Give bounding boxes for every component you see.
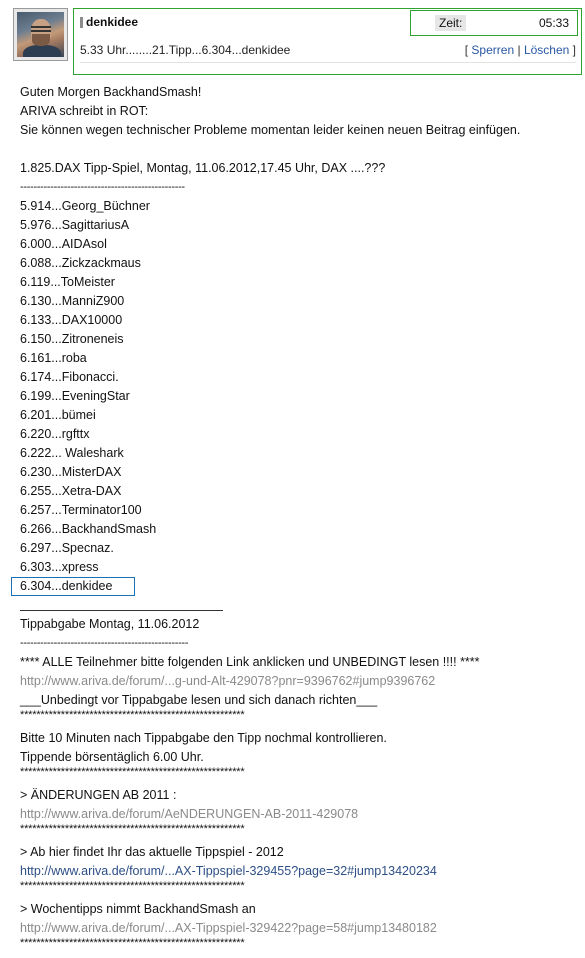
tip-item: 6.150...Zitroneneis — [20, 332, 124, 346]
tip-item: 6.174...Fibonacci. — [20, 370, 119, 384]
loeschen-link[interactable]: Löschen — [523, 43, 570, 57]
greeting: Guten Morgen BackhandSmash! — [20, 85, 202, 99]
aenderungen-heading: > ÄNDERUNGEN AB 2011 : — [20, 788, 177, 802]
tippende-note: Tippende börsentäglich 6.00 Uhr. — [20, 750, 204, 764]
tip-item: 6.130...ManniZ900 — [20, 294, 125, 308]
tip-item: 6.230...MisterDAX — [20, 465, 122, 479]
avatar[interactable] — [13, 8, 68, 61]
author-marker-icon — [80, 17, 83, 28]
author-row — [80, 14, 138, 30]
post-header — [73, 8, 582, 75]
author-name[interactable]: denkidee — [86, 15, 139, 29]
bracket-close: ] — [572, 43, 576, 57]
stars-separator: ******************************************************* — [20, 937, 245, 949]
bracket-open: [ — [464, 43, 469, 57]
forum-link[interactable]: http://www.ariva.de/forum/...g-und-Alt-429078?pnr=9396762#jump9396762 — [20, 674, 436, 688]
avatar-photo — [17, 12, 64, 57]
post-body — [20, 83, 580, 948]
tip-item: 6.257...Terminator100 — [20, 503, 142, 517]
wochentipps-link[interactable]: http://www.ariva.de/forum/...AX-Tippspiel-329422?page=58#jump13480182 — [20, 921, 437, 935]
time-box — [410, 10, 578, 36]
time-value: 05:33 — [538, 16, 569, 30]
post-title-row — [80, 41, 576, 59]
tip-item: 5.976...SagittariusA — [20, 218, 130, 232]
alle-notice: **** ALLE Teilnehmer bitte folgenden Link anklicken und UNBEDINGT lesen !!!! **** — [20, 655, 480, 669]
tip-list — [20, 197, 580, 596]
tip-item: 6.266...BackhandSmash — [20, 522, 157, 536]
ariva-note: ARIVA schreibt in ROT: — [20, 104, 149, 118]
tip-item: 6.222... Waleshark — [20, 446, 124, 460]
tip-item: 5.914...Georg_Büchner — [20, 199, 150, 213]
horizontal-rule — [20, 596, 580, 615]
tip-item: 6.119...ToMeister — [20, 275, 115, 289]
post-actions — [465, 41, 576, 59]
tip-item: 6.000...AIDAsol — [20, 237, 107, 251]
post-title: 5.33 Uhr........21.Tipp...6.304...denkidee — [80, 43, 291, 57]
tip-item: 6.088...Zickzackmaus — [20, 256, 141, 270]
tip-item: 6.255...Xetra-DAX — [20, 484, 122, 498]
dash-separator: -------------------------------------------------- — [20, 637, 189, 649]
tip-item: 6.220...rgfttx — [20, 427, 90, 441]
unbedingt-note: ___Unbedingt vor Tippabgabe lesen und sich danach richten___ — [20, 693, 378, 707]
tip-item: 6.133...DAX10000 — [20, 313, 123, 327]
tip-item: 6.297...Specnaz. — [20, 541, 114, 555]
tip-item-highlighted: 6.304...denkidee — [20, 579, 113, 593]
wochentipps-heading: > Wochentipps nimmt BackhandSmash an — [20, 902, 256, 916]
divider — [80, 62, 576, 63]
tip-item: 6.199...EveningStar — [20, 389, 130, 403]
ab-hier-heading: > Ab hier findet Ihr das aktuelle Tippspiel - 2012 — [20, 845, 284, 859]
game-title: 1.825.DAX Tipp-Spiel, Montag, 11.06.2012,17.45 Uhr, DAX ....??? — [20, 161, 386, 175]
kontroll-note: Bitte 10 Minuten nach Tippabgabe den Tipp nochmal kontrollieren. — [20, 731, 387, 745]
tippabgabe-heading: Tippabgabe Montag, 11.06.2012 — [20, 617, 200, 631]
sperren-link[interactable]: Sperren — [471, 43, 515, 57]
tip-item: 6.201...bümei — [20, 408, 96, 422]
time-label: Zeit: — [435, 15, 466, 31]
action-separator: | — [517, 43, 521, 57]
highlight-box — [11, 577, 135, 596]
stars-separator: ******************************************************* — [20, 880, 245, 892]
stars-separator: ******************************************************* — [20, 709, 245, 721]
tip-item: 6.303...xpress — [20, 560, 99, 574]
tippspiel-link[interactable]: http://www.ariva.de/forum/...AX-Tippspiel-329455?page=32#jump13420234 — [20, 864, 437, 878]
stars-separator: ******************************************************* — [20, 766, 245, 778]
tip-item: 6.161...roba — [20, 351, 87, 365]
error-message: Sie können wegen technischer Probleme momentan leider keinen neuen Beitrag einfügen. — [20, 123, 521, 137]
dash-separator: ------------------------------------------------- — [20, 181, 185, 193]
aenderungen-link[interactable]: http://www.ariva.de/forum/AeNDERUNGEN-AB-2011-429078 — [20, 807, 359, 821]
stars-separator: ******************************************************* — [20, 823, 245, 835]
